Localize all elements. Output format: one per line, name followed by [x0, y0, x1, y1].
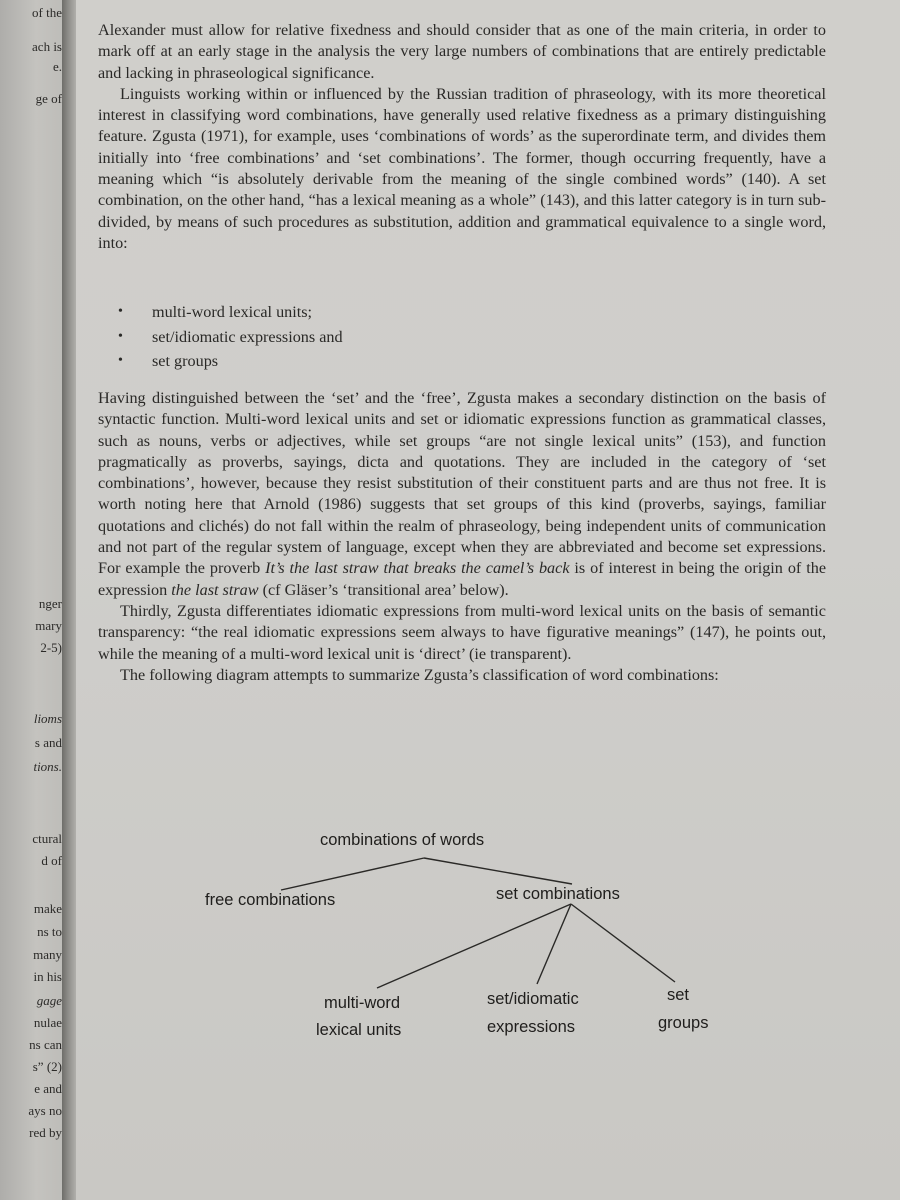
facing-page-fragment: 2-5) — [40, 640, 62, 655]
facing-page-fragment: make — [33, 901, 62, 916]
bullet-mark: • — [118, 353, 123, 368]
node-multi-word-line1: multi-word — [324, 994, 401, 1012]
paragraph: The following diagram attempts to summarize Zgusta’s classification of word combinations: — [120, 665, 719, 684]
facing-page-fragment: lioms — [33, 711, 62, 726]
facing-page-fragment: e and — [34, 1081, 62, 1096]
proverb-italic: It’s the last straw that breaks the camel’s back — [265, 559, 570, 578]
facing-page-fragment: mary — [35, 618, 62, 633]
facing-page-fragment: ays no — [28, 1103, 62, 1118]
facing-page-fragment: tions. — [33, 759, 62, 774]
node-set-combinations: set combinations — [496, 885, 620, 903]
classification-diagram — [76, 0, 900, 1200]
facing-page-fragment: gage — [36, 993, 62, 1008]
facing-page-fragment: ns can — [29, 1037, 62, 1052]
book-page — [76, 0, 900, 1200]
edge-root-set — [424, 858, 572, 884]
facing-page-fragment: e. — [52, 59, 62, 74]
edge-set-groups — [571, 904, 675, 982]
node-set-idiomatic-line2: expressions — [487, 1018, 576, 1036]
facing-page-fragment: s and — [34, 735, 62, 750]
facing-page-fragment: of the — [32, 5, 62, 20]
facing-page-fragment: ns to — [37, 924, 62, 939]
node-combinations-of-words: combinations of words — [320, 831, 485, 849]
node-set-idiomatic-line1: set/idiomatic — [487, 990, 579, 1008]
facing-page-fragment: in his — [33, 969, 62, 984]
facing-page-fragment: s” (2) — [32, 1059, 62, 1074]
node-free-combinations: free combinations — [205, 891, 336, 909]
facing-page-fragment: nulae — [33, 1015, 62, 1030]
facing-page-edge — [0, 0, 66, 1200]
expression-italic: the last straw — [171, 580, 259, 599]
facing-page-fragment: nger — [38, 596, 62, 611]
facing-page-fragment: many — [33, 947, 62, 962]
paragraph-text: Having distinguished between the ‘set’ and the ‘free’, Zgusta makes a secondary distinction on the basis of syntactic function. Multi-word lexical units and set or idiomatic expressions function as grammatical classes, such as nouns, verbs or adjectives, while set groups “are not single lexical units” (153), and function pragmatically as proverbs, sayings, dicta and quotations. They are included in the category of ‘set combinations’, however, because they resist substitution of their constituent parts and are thus not free. It is worth noting here that Arnold (1986) suggests that set groups of this kind (proverbs, sayings, familiar quotations and clichés) do not fall within the realm of phraseology, being independent units of communication and not part of the regular system of language, except when they are abbreviated and become set expressions. For example the proverb — [98, 389, 826, 578]
facing-page-fragment: red by — [29, 1125, 62, 1140]
paragraph: Thirdly, Zgusta differentiates idiomatic expressions from multi-word lexical units on the basis of semantic transparency: “the real idiomatic expressions seem always to have figurative meanings” (147), he points out, while the meaning of a multi-word lexical unit is ‘direct’ (ie transparent). — [98, 601, 826, 663]
bullet-mark: • — [118, 328, 123, 344]
facing-page-fragment: d of — [41, 853, 62, 868]
node-set-groups-line2: groups — [658, 1014, 709, 1032]
list-item-text: set/idiomatic expressions and — [152, 327, 343, 346]
bullet-mark: • — [118, 304, 123, 319]
facing-page-fragment: ge of — [35, 91, 62, 106]
list-item-text: set groups — [152, 352, 219, 370]
paragraph: Linguists working within or influenced by the Russian tradition of phraseology, with its more theoretical interest in classifying word combinations, have generally used relative fixedness as a primary distinguishing feature. Zgusta (1971), for example, uses ‘combinations of words’ as the superordinate term, and divides them initially into ‘free combinations’ and ‘set combinations’. The former, though occurring frequently, have a meaning which “is absolutely derivable from the meaning of the single combined words” (140). A set combination, on the other hand, “has a lexical meaning as a whole” (143), and this latter category is in turn sub-divided, by means of such procedures as substitution, addition and grammatical equivalence to a single word, into: — [98, 84, 826, 252]
paragraph-text: (cf Gläser’s ‘transitional area’ below). — [258, 580, 509, 599]
node-multi-word-line2: lexical units — [316, 1021, 402, 1039]
paragraph: Alexander must allow for relative fixedness and should consider that as one of the main criteria, in order to mark off at an early stage in the analysis the very large numbers of combinations that are entirely predictable and lacking in phraseological significance. — [98, 21, 826, 82]
node-set-groups-line1: set — [667, 986, 690, 1004]
edge-root-free — [281, 858, 424, 890]
edge-set-mwlu — [377, 904, 571, 988]
list-item-text: multi-word lexical units; — [152, 303, 313, 321]
facing-page-fragment: ach is — [32, 39, 62, 54]
facing-page-fragment: ctural — [32, 831, 62, 846]
paragraph-text: is of interest in being the origin of the expression — [98, 559, 827, 599]
